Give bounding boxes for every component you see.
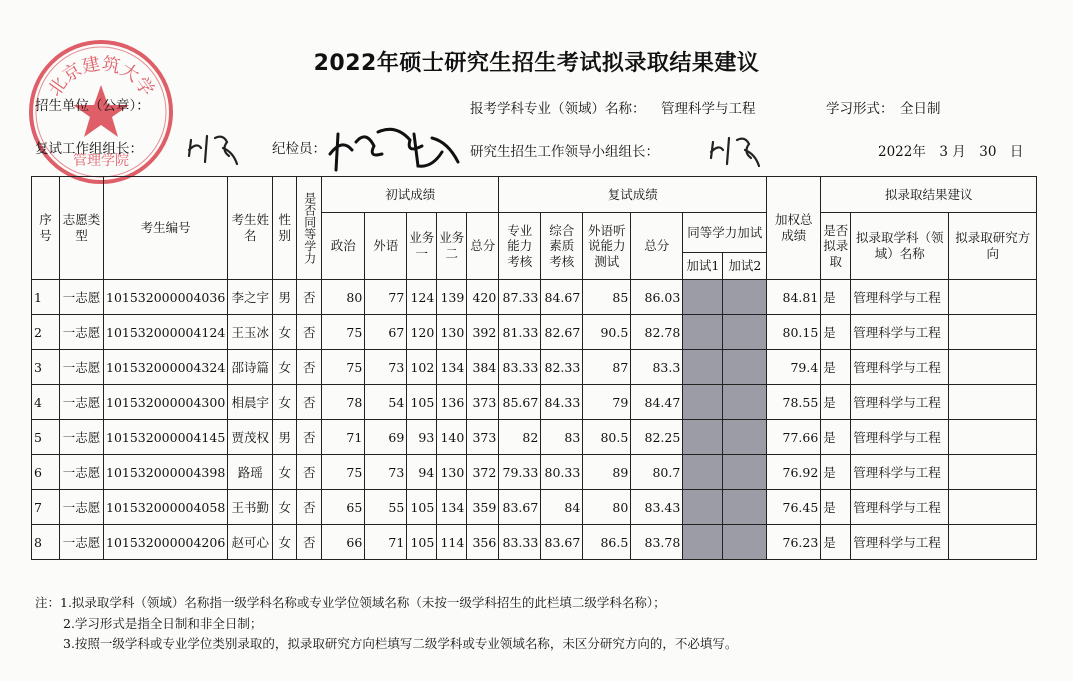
- header-listen: 外语听说能力测试: [583, 213, 631, 280]
- cell-equiv: 否: [297, 525, 322, 560]
- cell-overall: 84.33: [541, 385, 583, 420]
- table-row: [32, 350, 1037, 385]
- cell-exam-no: 101532000004058: [104, 490, 228, 525]
- cell-seq: 3: [32, 350, 60, 385]
- cell-biz2: 114: [437, 525, 467, 560]
- cell-biz1: 102: [407, 350, 437, 385]
- cell-init-total: 420: [467, 280, 499, 315]
- cell-equiv: 否: [297, 280, 322, 315]
- cell-choice: 一志愿: [60, 490, 104, 525]
- cell-admit: 是: [821, 350, 851, 385]
- cell-init-total: 359: [467, 490, 499, 525]
- cell-equiv: 否: [297, 385, 322, 420]
- cell-admit-dir: [949, 455, 1037, 490]
- cell-extra1: [683, 385, 723, 420]
- cell-exam-no: 101532000004145: [104, 420, 228, 455]
- cell-exam-no: 101532000004398: [104, 455, 228, 490]
- header-retest: 复试成绩: [499, 177, 767, 213]
- cell-choice: 一志愿: [60, 420, 104, 455]
- signature-retest-leader: [183, 128, 243, 168]
- cell-listen: 80: [583, 490, 631, 525]
- cell-seq: 6: [32, 455, 60, 490]
- header-admit: 是否拟录取: [821, 213, 851, 280]
- cell-biz1: 120: [407, 315, 437, 350]
- results-table: [31, 176, 1037, 560]
- signature-group-leader: [705, 128, 765, 170]
- cell-admit: 是: [821, 420, 851, 455]
- cell-choice: 一志愿: [60, 525, 104, 560]
- header-equiv: 是否同等学力: [297, 177, 322, 280]
- header-weighted: 加权总成绩: [767, 177, 821, 280]
- cell-admit-dir: [949, 385, 1037, 420]
- cell-weighted: 77.66: [767, 420, 821, 455]
- cell-init-total: 372: [467, 455, 499, 490]
- unit-label: 招生单位（公章）：: [35, 98, 150, 114]
- cell-listen: 80.5: [583, 420, 631, 455]
- cell-admit-major: 管理科学与工程: [851, 350, 949, 385]
- cell-choice: 一志愿: [60, 455, 104, 490]
- cell-prof: 83.33: [499, 525, 541, 560]
- cell-init-total: 384: [467, 350, 499, 385]
- cell-listen: 87: [583, 350, 631, 385]
- cell-extra1: [683, 420, 723, 455]
- cell-name: 邵诗篇: [228, 350, 273, 385]
- note-2: 2.学习形式是指全日制和非全日制；: [63, 615, 263, 631]
- page-title: 2022年硕士研究生招生考试拟录取结果建议: [313, 51, 760, 76]
- header-equiv-extra: 同等学力加试: [683, 213, 767, 253]
- cell-politics: 65: [322, 490, 365, 525]
- cell-extra2: [723, 385, 767, 420]
- cell-gender: 女: [273, 525, 297, 560]
- cell-politics: 78: [322, 385, 365, 420]
- major-value: 管理科学与工程: [661, 101, 756, 117]
- cell-biz2: 139: [437, 280, 467, 315]
- header-biz1: 业务一: [407, 213, 437, 280]
- cell-overall: 82.33: [541, 350, 583, 385]
- cell-extra1: [683, 525, 723, 560]
- cell-exam-no: 101532000004124: [104, 315, 228, 350]
- cell-extra2: [723, 315, 767, 350]
- cell-politics: 71: [322, 420, 365, 455]
- header-seq: 序号: [32, 177, 60, 280]
- cell-overall: 83.67: [541, 525, 583, 560]
- cell-biz1: 105: [407, 490, 437, 525]
- study-form-label: 学习形式：: [826, 101, 894, 117]
- cell-foreign: 73: [365, 350, 407, 385]
- note-3: 3.按照一级学科或专业学位类别录取的，拟录取研究方向栏填写二级学科或专业领域名称，未区分研究方向的，不必填写。: [63, 636, 738, 651]
- header-choice: 志愿类型: [60, 177, 104, 280]
- header-result: 拟录取结果建议: [821, 177, 1037, 213]
- cell-prof: 87.33: [499, 280, 541, 315]
- cell-extra2: [723, 420, 767, 455]
- cell-admit-major: 管理科学与工程: [851, 280, 949, 315]
- cell-admit: 是: [821, 315, 851, 350]
- table-row: [32, 315, 1037, 350]
- header-politics: 政治: [322, 213, 365, 280]
- table-row: [32, 385, 1037, 420]
- cell-listen: 89: [583, 455, 631, 490]
- cell-prof: 83.33: [499, 350, 541, 385]
- cell-foreign: 55: [365, 490, 407, 525]
- cell-extra1: [683, 455, 723, 490]
- cell-biz2: 134: [437, 490, 467, 525]
- header-admit-dir: 拟录取研究方向: [949, 213, 1037, 280]
- cell-weighted: 79.4: [767, 350, 821, 385]
- table-row: [32, 420, 1037, 455]
- cell-seq: 4: [32, 385, 60, 420]
- cell-gender: 女: [273, 490, 297, 525]
- cell-admit-major: 管理科学与工程: [851, 455, 949, 490]
- cell-biz1: 94: [407, 455, 437, 490]
- cell-equiv: 否: [297, 350, 322, 385]
- table-row: [32, 455, 1037, 490]
- cell-seq: 8: [32, 525, 60, 560]
- cell-politics: 75: [322, 315, 365, 350]
- header-overall: 综合素质考核: [541, 213, 583, 280]
- cell-weighted: 76.23: [767, 525, 821, 560]
- cell-foreign: 54: [365, 385, 407, 420]
- cell-foreign: 73: [365, 455, 407, 490]
- cell-name: 贾茂权: [228, 420, 273, 455]
- cell-prof: 85.67: [499, 385, 541, 420]
- cell-overall: 80.33: [541, 455, 583, 490]
- cell-politics: 75: [322, 455, 365, 490]
- cell-overall: 82.67: [541, 315, 583, 350]
- cell-weighted: 76.92: [767, 455, 821, 490]
- cell-exam-no: 101532000004036: [104, 280, 228, 315]
- cell-biz2: 130: [437, 455, 467, 490]
- cell-init-total: 373: [467, 385, 499, 420]
- header-initial: 初试成绩: [322, 177, 499, 213]
- cell-equiv: 否: [297, 455, 322, 490]
- cell-biz1: 105: [407, 385, 437, 420]
- study-form-value: 全日制: [900, 101, 941, 117]
- major-label: 报考学科专业（领域）名称：: [470, 101, 646, 117]
- cell-prof: 79.33: [499, 455, 541, 490]
- cell-foreign: 67: [365, 315, 407, 350]
- cell-admit: 是: [821, 385, 851, 420]
- cell-admit: 是: [821, 280, 851, 315]
- cell-admit-dir: [949, 280, 1037, 315]
- header-biz2: 业务二: [437, 213, 467, 280]
- cell-prof: 83.67: [499, 490, 541, 525]
- table-row: [32, 490, 1037, 525]
- header-exam-no: 考生编号: [104, 177, 228, 280]
- cell-extra1: [683, 315, 723, 350]
- cell-retest-total: 83.3: [631, 350, 683, 385]
- cell-exam-no: 101532000004324: [104, 350, 228, 385]
- cell-equiv: 否: [297, 490, 322, 525]
- header-extra1: 加试1: [683, 253, 723, 280]
- cell-admit-major: 管理科学与工程: [851, 385, 949, 420]
- header-foreign: 外语: [365, 213, 407, 280]
- cell-init-total: 392: [467, 315, 499, 350]
- cell-admit-dir: [949, 525, 1037, 560]
- cell-admit-dir: [949, 490, 1037, 525]
- table-row: [32, 525, 1037, 560]
- cell-retest-total: 83.78: [631, 525, 683, 560]
- cell-extra2: [723, 280, 767, 315]
- cell-admit: 是: [821, 525, 851, 560]
- cell-equiv: 否: [297, 420, 322, 455]
- cell-choice: 一志愿: [60, 280, 104, 315]
- cell-politics: 66: [322, 525, 365, 560]
- cell-extra1: [683, 350, 723, 385]
- header-name: 考生姓名: [228, 177, 273, 280]
- cell-overall: 83: [541, 420, 583, 455]
- cell-name: 王玉冰: [228, 315, 273, 350]
- cell-exam-no: 101532000004300: [104, 385, 228, 420]
- cell-admit: 是: [821, 490, 851, 525]
- cell-name: 路瑶: [228, 455, 273, 490]
- cell-listen: 90.5: [583, 315, 631, 350]
- cell-listen: 86.5: [583, 525, 631, 560]
- cell-prof: 82: [499, 420, 541, 455]
- cell-seq: 5: [32, 420, 60, 455]
- cell-seq: 1: [32, 280, 60, 315]
- cell-biz1: 93: [407, 420, 437, 455]
- cell-admit-major: 管理科学与工程: [851, 490, 949, 525]
- header-gender: 性别: [273, 177, 297, 280]
- cell-politics: 80: [322, 280, 365, 315]
- cell-prof: 81.33: [499, 315, 541, 350]
- cell-weighted: 78.55: [767, 385, 821, 420]
- cell-admit-dir: [949, 350, 1037, 385]
- cell-politics: 75: [322, 350, 365, 385]
- cell-weighted: 80.15: [767, 315, 821, 350]
- cell-gender: 男: [273, 420, 297, 455]
- cell-biz2: 130: [437, 315, 467, 350]
- header-retest-total: 总分: [631, 213, 683, 280]
- cell-extra2: [723, 455, 767, 490]
- cell-biz1: 105: [407, 525, 437, 560]
- header-prof: 专业能力考核: [499, 213, 541, 280]
- cell-overall: 84: [541, 490, 583, 525]
- cell-extra1: [683, 490, 723, 525]
- cell-admit: 是: [821, 455, 851, 490]
- note-1: 注：1.拟录取学科（领域）名称指一级学科名称或专业学位领域名称（未按一级学科招生的此栏填二级学科名称）；: [35, 595, 666, 610]
- cell-retest-total: 83.43: [631, 490, 683, 525]
- cell-listen: 79: [583, 385, 631, 420]
- cell-exam-no: 101532000004206: [104, 525, 228, 560]
- header-init-total: 总分: [467, 213, 499, 280]
- cell-weighted: 76.45: [767, 490, 821, 525]
- cell-extra2: [723, 490, 767, 525]
- header-extra2: 加试2: [723, 253, 767, 280]
- cell-retest-total: 86.03: [631, 280, 683, 315]
- cell-admit-major: 管理科学与工程: [851, 525, 949, 560]
- cell-gender: 男: [273, 280, 297, 315]
- cell-biz2: 134: [437, 350, 467, 385]
- cell-admit-major: 管理科学与工程: [851, 420, 949, 455]
- svg-text:北京建筑大学: 北京建筑大学: [44, 53, 158, 101]
- cell-foreign: 77: [365, 280, 407, 315]
- notes: [35, 593, 737, 655]
- cell-foreign: 71: [365, 525, 407, 560]
- cell-name: 相晨宇: [228, 385, 273, 420]
- cell-admit-major: 管理科学与工程: [851, 315, 949, 350]
- retest-leader-label: 复试工作组组长：: [35, 141, 143, 157]
- cell-name: 李之宇: [228, 280, 273, 315]
- cell-listen: 85: [583, 280, 631, 315]
- cell-biz1: 124: [407, 280, 437, 315]
- cell-name: 赵可心: [228, 525, 273, 560]
- cell-extra2: [723, 350, 767, 385]
- cell-name: 王书勤: [228, 490, 273, 525]
- cell-extra1: [683, 280, 723, 315]
- cell-gender: 女: [273, 315, 297, 350]
- cell-biz2: 136: [437, 385, 467, 420]
- cell-retest-total: 80.7: [631, 455, 683, 490]
- cell-admit-dir: [949, 420, 1037, 455]
- cell-init-total: 356: [467, 525, 499, 560]
- cell-overall: 84.67: [541, 280, 583, 315]
- cell-seq: 7: [32, 490, 60, 525]
- cell-gender: 女: [273, 385, 297, 420]
- group-leader-label: 研究生招生工作领导小组组长：: [470, 144, 659, 160]
- cell-foreign: 69: [365, 420, 407, 455]
- table-row: [32, 280, 1037, 315]
- cell-choice: 一志愿: [60, 385, 104, 420]
- cell-retest-total: 82.25: [631, 420, 683, 455]
- cell-seq: 2: [32, 315, 60, 350]
- cell-equiv: 否: [297, 315, 322, 350]
- inspector-label: 纪检员：: [272, 141, 326, 157]
- cell-biz2: 140: [437, 420, 467, 455]
- cell-retest-total: 84.47: [631, 385, 683, 420]
- cell-choice: 一志愿: [60, 350, 104, 385]
- date: 2022年 3 月 30 日: [878, 144, 1024, 160]
- cell-choice: 一志愿: [60, 315, 104, 350]
- svg-text:管理学院: 管理学院: [73, 153, 129, 169]
- cell-extra2: [723, 525, 767, 560]
- cell-gender: 女: [273, 455, 297, 490]
- cell-init-total: 373: [467, 420, 499, 455]
- cell-admit-dir: [949, 315, 1037, 350]
- signature-inspector: [322, 120, 472, 180]
- header-admit-major: 拟录取学科（领域）名称: [851, 213, 949, 280]
- cell-retest-total: 82.78: [631, 315, 683, 350]
- cell-gender: 女: [273, 350, 297, 385]
- cell-weighted: 84.81: [767, 280, 821, 315]
